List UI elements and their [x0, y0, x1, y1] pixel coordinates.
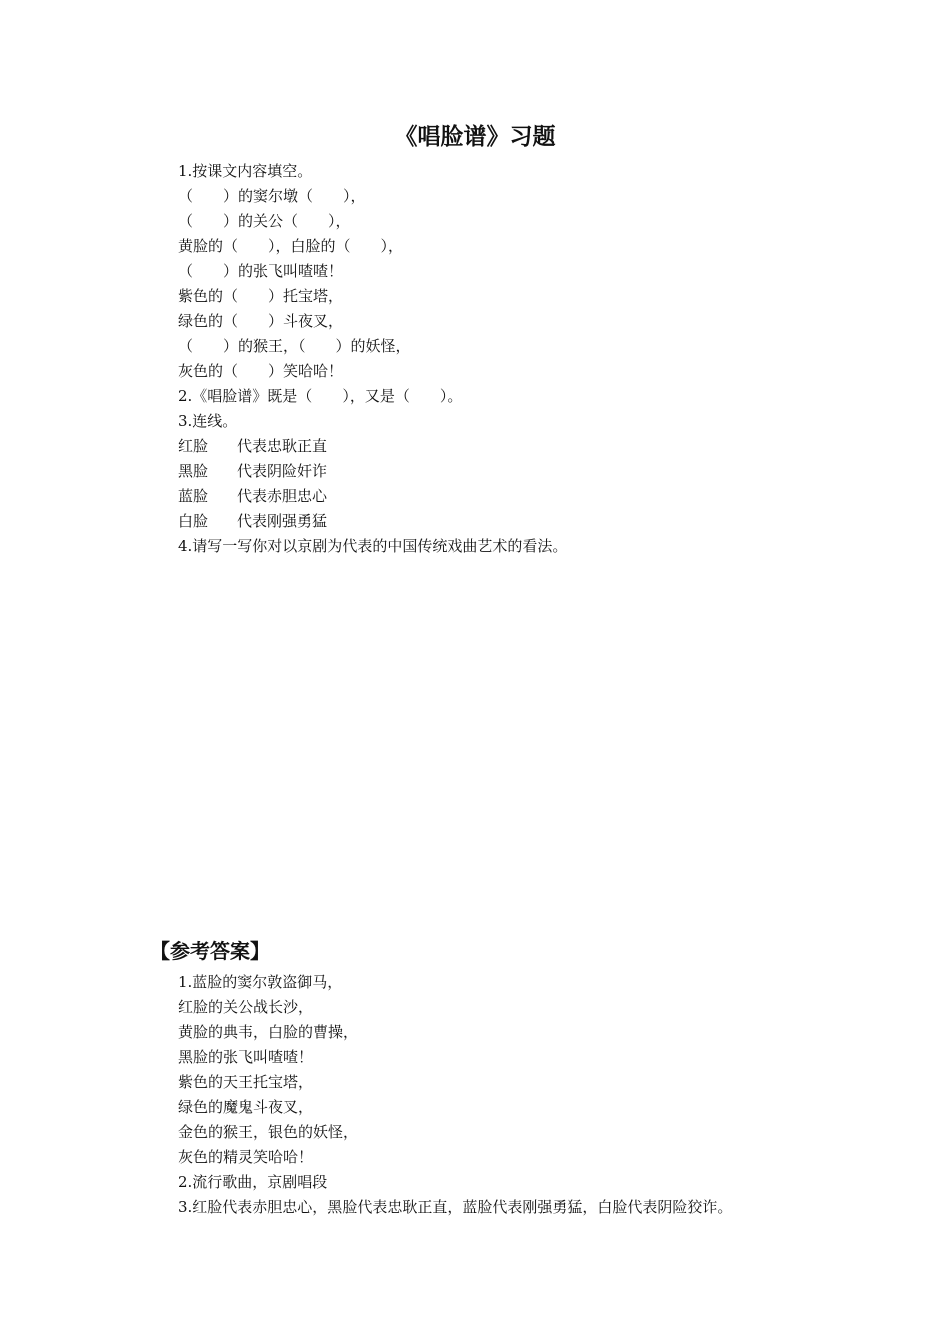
matching-meaning: 代表阴险奸诈	[237, 462, 328, 480]
answer-section	[178, 970, 898, 1220]
question-1-line: 绿色的（ ）斗夜叉，	[178, 312, 344, 330]
question-3-heading: 3.连线。	[178, 412, 238, 430]
question-1-line: （ ）的关公（ ），	[178, 212, 351, 230]
answer-1-line: 黑脸的张飞叫喳喳！	[178, 1048, 314, 1066]
matching-row	[178, 434, 898, 459]
matching-face-color: 黑脸	[178, 462, 209, 480]
answer-1-line: 金色的猴王，银色的妖怪，	[178, 1123, 359, 1141]
answer-heading: 【参考答案】	[150, 939, 270, 963]
question-1-line: （ ）的窦尔墩（ ），	[178, 187, 366, 205]
answer-1-line: 绿色的魔鬼斗夜叉，	[178, 1098, 314, 1116]
answer-1-line: 黄脸的典韦，白脸的曹操，	[178, 1023, 359, 1041]
matching-meaning: 代表刚强勇猛	[237, 512, 328, 530]
answer-3: 3.红脸代表赤胆忠心，黑脸代表忠耿正直，蓝脸代表刚强勇猛，白脸代表阴险狡诈。	[178, 1198, 733, 1216]
answer-2: 2.流行歌曲，京剧唱段	[178, 1173, 328, 1191]
question-1-line: 紫色的（ ）托宝塔，	[178, 287, 344, 305]
question-1-line: 黄脸的（ ），白脸的（ ），	[178, 237, 404, 255]
matching-face-color: 蓝脸	[178, 487, 209, 505]
matching-face-color: 红脸	[178, 437, 209, 455]
answer-1-line: 1.蓝脸的窦尔敦盗御马，	[178, 973, 343, 991]
matching-face-color: 白脸	[178, 512, 209, 530]
matching-row	[178, 509, 898, 534]
matching-row	[178, 459, 898, 484]
matching-meaning: 代表赤胆忠心	[237, 487, 328, 505]
question-1-line: （ ）的猴王，（ ）的妖怪，	[178, 337, 411, 355]
question-1-heading: 1.按课文内容填空。	[178, 162, 313, 180]
page-title: 《唱脸谱》习题	[394, 124, 556, 150]
matching-meaning: 代表忠耿正直	[237, 437, 328, 455]
exercise-section	[178, 159, 898, 559]
answer-1-line: 红脸的关公战长沙，	[178, 998, 314, 1016]
question-4: 4.请写一写你对以京剧为代表的中国传统戏曲艺术的看法。	[178, 537, 568, 555]
question-2: 2.《唱脸谱》既是（ ），又是（ ）。	[178, 387, 463, 405]
question-1-line: （ ）的张飞叫喳喳！	[178, 262, 344, 280]
answer-1-line: 紫色的天王托宝塔，	[178, 1073, 314, 1091]
matching-row	[178, 484, 898, 509]
question-1-line: 灰色的（ ）笑哈哈！	[178, 362, 344, 380]
answer-1-line: 灰色的精灵笑哈哈！	[178, 1148, 314, 1166]
